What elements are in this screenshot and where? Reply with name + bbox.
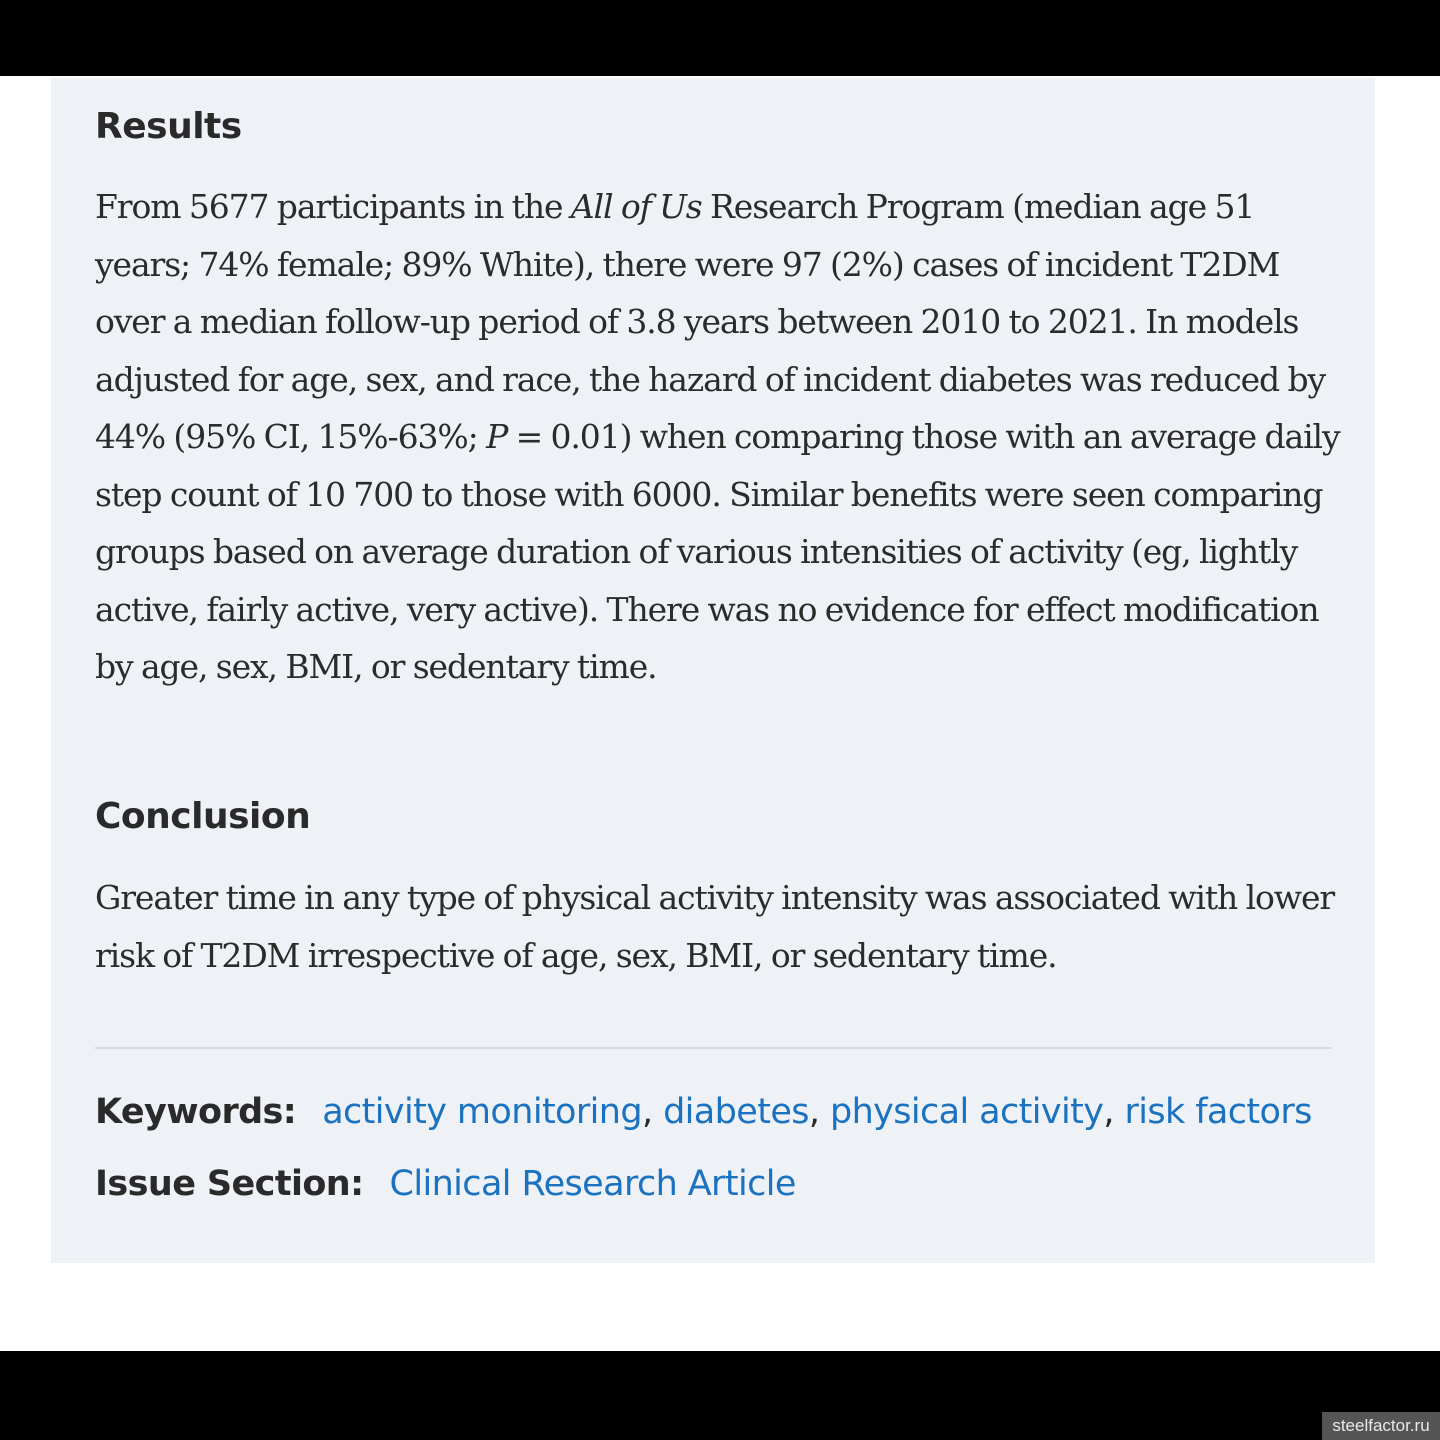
watermark-label: steelfactor.ru: [1322, 1412, 1440, 1440]
top-black-bar: [0, 0, 1440, 76]
keywords-row: [95, 1092, 1312, 1132]
keyword-separator: ,: [808, 1092, 830, 1132]
keywords-label: Keywords:: [95, 1092, 297, 1132]
section-divider: [95, 1047, 1332, 1049]
keyword-link-diabetes[interactable]: diabetes: [663, 1092, 809, 1132]
keyword-separator: ,: [642, 1092, 664, 1132]
results-heading: Results: [95, 106, 242, 147]
keyword-link-risk-factors[interactable]: risk factors: [1124, 1092, 1312, 1132]
results-text-middle: Research Program (median age 51 years; 74% female; 89% White), there were 97 (2%) cases of incident T2DM over a median follow-up period of 3.8 years between 2010 to 2021. In models adjusted for age, sex, and race, the hazard of incident diabetes was reduced by 44% (95% CI, 15%-63%;: [95, 187, 1326, 456]
abstract-panel: [51, 78, 1375, 1263]
results-text-start: From 5677 participants in the: [95, 187, 571, 226]
conclusion-paragraph: Greater time in any type of physical activity intensity was associated with lower risk of T2DM irrespective of age, sex, BMI, or sedentary time.: [95, 878, 1335, 975]
keyword-link-physical-activity[interactable]: physical activity: [829, 1092, 1104, 1132]
keyword-link-activity-monitoring[interactable]: activity monitoring: [322, 1092, 642, 1132]
results-text-end: = 0.01) when comparing those with an average daily step count of 10 700 to those with 6000. Similar benefits were seen comparing groups based on average duration of various intensities of activity (eg, lightly active, fairly active, very active). There was no evidence for effect modification by age, sex, BMI, or sedentary time.: [95, 417, 1340, 686]
bottom-black-bar: [0, 1351, 1440, 1440]
issue-section-link[interactable]: Clinical Research Article: [389, 1164, 796, 1204]
p-value-symbol: P: [486, 417, 508, 456]
issue-section-label: Issue Section:: [95, 1164, 364, 1204]
conclusion-heading: Conclusion: [95, 796, 311, 837]
program-name: All of Us: [570, 187, 702, 226]
issue-section-row: [95, 1164, 796, 1204]
keyword-separator: ,: [1103, 1092, 1125, 1132]
results-paragraph: [95, 178, 1345, 696]
